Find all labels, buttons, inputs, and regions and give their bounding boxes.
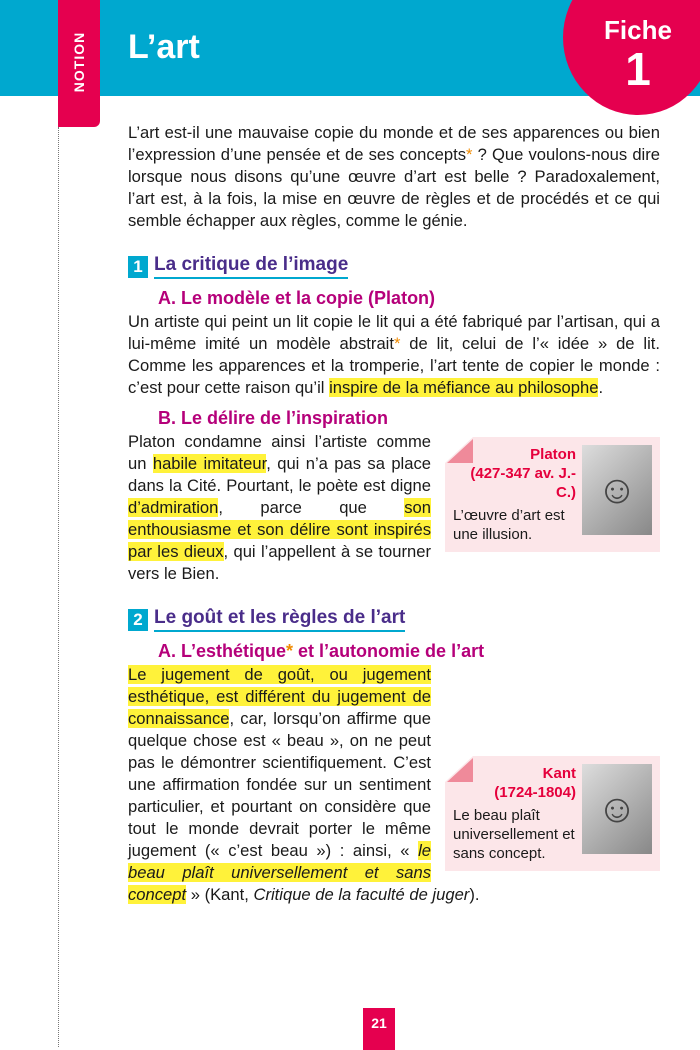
highlighted-text: inspire de la méfiance au philosophe xyxy=(329,378,599,397)
author-portrait-image: ☺ xyxy=(582,764,652,854)
text-segment: ). xyxy=(469,885,480,904)
margin-dotted-line xyxy=(58,127,59,1047)
text-segment: de lit, celui de l’« idée » de lit. Comme les apparences et la tromperie, l’art tente de copier le monde : c’est pour cette raison qu’il xyxy=(128,334,660,397)
page-title: L’art xyxy=(128,28,200,66)
notion-label: NOTION xyxy=(71,31,87,93)
author-callout-box xyxy=(445,756,660,871)
text-segment: . xyxy=(598,378,604,397)
glossary-star: * xyxy=(286,641,294,661)
corner-fold-accent xyxy=(447,439,473,463)
glossary-star: * xyxy=(393,334,401,353)
author-callout-box xyxy=(445,437,660,552)
highlighted-text: le beau plaît universellement et sans concept xyxy=(128,841,431,904)
author-name: Platon xyxy=(530,446,576,463)
text-segment: L’art est-il une mauvaise copie du monde et de ses apparences ou bien l’expression d’une pensée et de ses concepts xyxy=(128,123,660,164)
section-number: 1 xyxy=(128,256,148,278)
text-segment: , parce que xyxy=(218,498,405,517)
body-paragraph xyxy=(128,431,660,585)
text-segment: » (Kant, xyxy=(186,885,254,904)
highlighted-text: d’admiration xyxy=(128,498,219,517)
text-segment: Platon condamne ainsi l’artiste comme un xyxy=(128,432,431,473)
highlighted-text: habile imitateur xyxy=(152,454,267,473)
author-name: Kant xyxy=(542,765,576,782)
subsection-title: A. L’esthétique* et l’autonomie de l’art xyxy=(158,641,485,661)
author-dates: (1724-1804) xyxy=(494,784,576,801)
main-content xyxy=(128,122,660,906)
subsection-title: B. Le délire de l’inspiration xyxy=(158,408,389,428)
body-paragraph xyxy=(128,664,660,906)
section-title: La critique de l’image xyxy=(154,254,348,279)
intro-paragraph xyxy=(128,122,660,232)
section-heading xyxy=(128,254,660,279)
text-segment: Un artiste qui peint un lit copie le lit qui a été fabriqué par l’artisan, qui a lui-même imité un modèle abstrait xyxy=(128,312,660,353)
text-segment: Critique de la faculté de juger xyxy=(253,885,470,904)
text-segment: , car, lorsqu’on affirme que quelque chose est « beau », on ne peut pas le démontrer scientifiquement. C’est une affirmation fondée sur un sentiment particulier, et pourtant on considère que tout le monde devrait porter le même jugement (« c’est beau ») : ainsi, « xyxy=(128,709,431,860)
section-heading xyxy=(128,607,660,632)
glossary-star: * xyxy=(466,145,473,164)
page-number: 21 xyxy=(363,1008,395,1050)
text-segment: ? Que voulons-nous dire lorsque nous disons qu’une œuvre d’art est belle ? Paradoxalement, l’art est, à la fois, la mise en œuvre de règles et de procédés et ce qui semble échapper aux règles, comme le génie. xyxy=(128,145,660,230)
fiche-word: Fiche xyxy=(604,15,672,45)
author-dates: (427-347 av. J.-C.) xyxy=(470,465,576,501)
section-number: 2 xyxy=(128,609,148,631)
section-title: Le goût et les règles de l’art xyxy=(154,607,405,632)
fiche-number: 1 xyxy=(625,43,651,95)
fiche-badge xyxy=(563,0,700,115)
corner-fold-accent xyxy=(447,758,473,782)
author-portrait-image: ☺ xyxy=(582,445,652,535)
highlighted-text: Le jugement de goût, ou jugement esthétique, est différent du jugement de connaissance xyxy=(128,665,431,728)
text-segment: , qui n’a pas sa place dans la Cité. Pourtant, le poète est digne xyxy=(128,454,431,495)
notion-tab xyxy=(58,0,100,127)
body-paragraph xyxy=(128,311,660,399)
subsection-title: A. Le modèle et la copie (Platon) xyxy=(158,288,436,308)
text-segment: , qui l’appellent à se tourner vers le Bien. xyxy=(128,542,431,583)
author-quote: L’œuvre d’art est une illusion. xyxy=(453,507,565,543)
highlighted-text: son enthousiasme et son délire sont inspirés par les dieux xyxy=(128,498,431,561)
author-quote: Le beau plaît universellement et sans concept. xyxy=(453,807,575,862)
